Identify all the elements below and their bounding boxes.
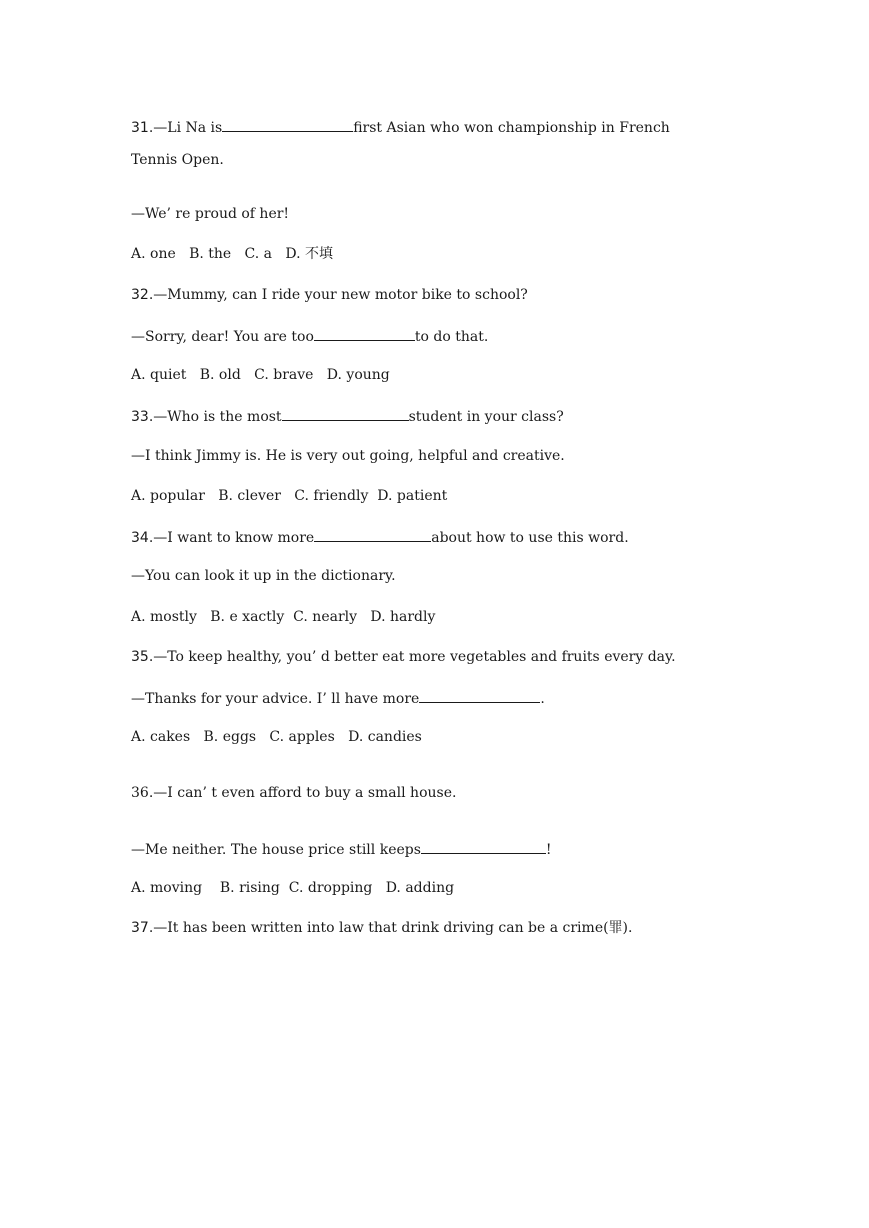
question-number: 33. bbox=[131, 409, 154, 425]
question-number: 34. bbox=[131, 530, 154, 546]
question-33-reply: —I think Jimmy is. He is very out going, helpful and creative. bbox=[131, 448, 565, 464]
question-35-reply: —Thanks for your advice. I’ ll have more . bbox=[131, 688, 545, 708]
question-32-line1: 32.—Mummy, can I ride your new motor bike to school? bbox=[131, 287, 528, 303]
answer-blank[interactable] bbox=[314, 527, 431, 542]
question-number: 36. bbox=[131, 785, 154, 801]
question-35-line1: 35.—To keep healthy, you’ d better eat more vegetables and fruits every day. bbox=[131, 649, 676, 665]
answer-blank[interactable] bbox=[419, 688, 540, 703]
answer-blank[interactable] bbox=[314, 326, 415, 341]
question-32-reply: —Sorry, dear! You are too to do that. bbox=[131, 326, 488, 346]
question-number: 32. bbox=[131, 287, 154, 303]
question-number: 37. bbox=[131, 920, 154, 936]
question-34-options: A. mostly B. e xactly C. nearly D. hardly bbox=[131, 609, 436, 625]
question-31-options: A. one B. the C. a D. 不填 bbox=[131, 246, 333, 262]
question-36-reply: —Me neither. The house price still keeps ! bbox=[131, 839, 552, 859]
question-31-line1: 31.—Li Na is first Asian who won championship in French bbox=[131, 117, 670, 137]
question-33-options: A. popular B. clever C. friendly D. patient bbox=[131, 488, 448, 504]
question-number: 31. bbox=[131, 120, 154, 136]
question-31-reply: —We’ re proud of her! bbox=[131, 206, 290, 222]
question-34-reply: —You can look it up in the dictionary. bbox=[131, 568, 396, 584]
answer-blank[interactable] bbox=[282, 406, 409, 421]
answer-blank[interactable] bbox=[222, 117, 353, 132]
question-34-line1: 34.—I want to know more about how to use this word. bbox=[131, 527, 629, 547]
question-37-line1: 37.—It has been written into law that drink driving can be a crime(罪). bbox=[131, 920, 633, 936]
question-32-options: A. quiet B. old C. brave D. young bbox=[131, 367, 390, 383]
question-31-line2: Tennis Open. bbox=[131, 152, 224, 168]
question-33-line1: 33.—Who is the most student in your class? bbox=[131, 406, 564, 426]
question-35-options: A. cakes B. eggs C. apples D. candies bbox=[131, 729, 422, 745]
question-36-options: A. moving B. rising C. dropping D. adding bbox=[131, 880, 455, 896]
answer-blank[interactable] bbox=[421, 839, 546, 854]
question-number: 35. bbox=[131, 649, 154, 665]
question-36-line1: 36.—I can’ t even afford to buy a small house. bbox=[131, 785, 457, 801]
